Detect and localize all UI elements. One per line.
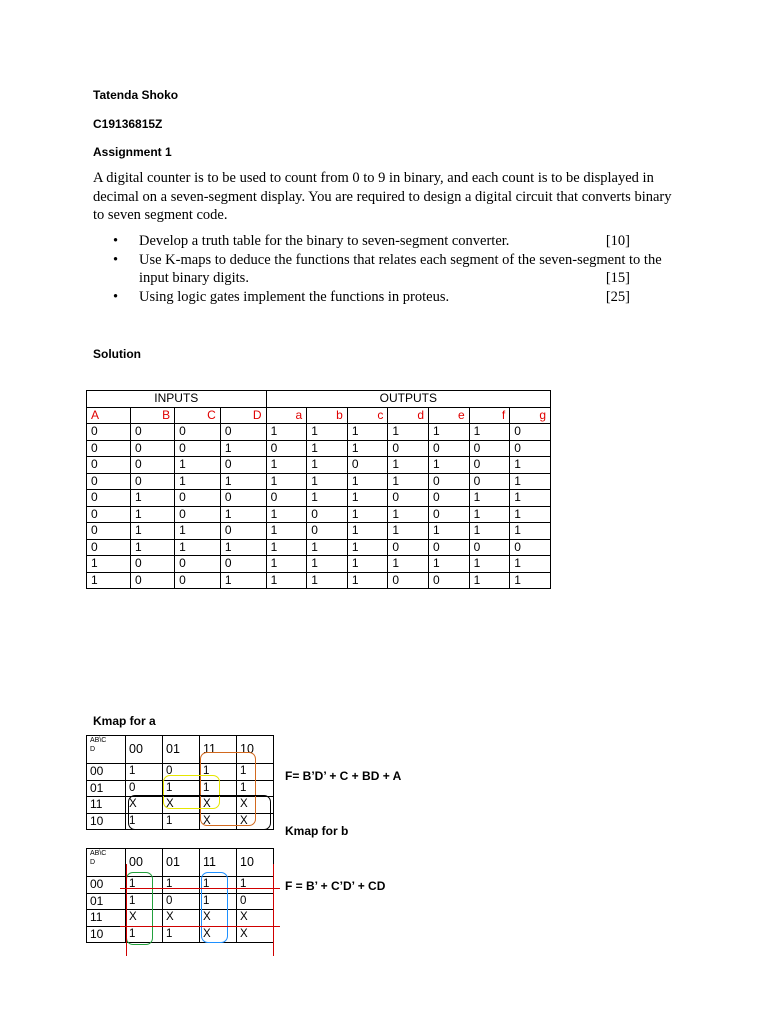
input-cell: 0 [87,506,131,523]
kmap-cell: X [163,797,200,814]
kmap-cell: 1 [126,877,163,894]
output-cell: 1 [388,457,429,474]
output-cell: 1 [429,523,470,540]
input-cell: 0 [131,556,175,573]
task-text: Using logic gates implement the functions in proteus. [139,288,450,305]
kmap-row-header: 11 [87,797,126,814]
output-cell: 1 [469,556,510,573]
kmap-corner-bottom: D [90,859,96,866]
kmap-a-function: F= B’D’ + C + BD + A [285,769,402,783]
kmap-row [87,926,274,943]
task-mark: [10] [605,233,630,249]
output-cell: 0 [388,539,429,556]
kmap-b-red-guide [273,864,274,956]
input-name: D [220,407,266,424]
output-cell: 1 [347,490,388,507]
input-cell: 0 [220,523,266,540]
kmap-b-red-guide [120,888,280,889]
kmap-col-header: 10 [237,849,274,877]
output-cell: 1 [266,473,307,490]
task-item [93,288,683,307]
kmap-col-header: 00 [126,736,163,764]
input-cell: 0 [87,539,131,556]
input-cell: 0 [131,473,175,490]
kmap-b-table [86,848,274,943]
task-text: Develop a truth table for the binary to seven-segment converter. [139,233,510,249]
input-cell: 0 [87,424,131,441]
kmap-row-header: 10 [87,926,126,943]
outputs-group-header: OUTPUTS [266,391,550,408]
output-cell: 0 [388,490,429,507]
student-id: C19136815Z [93,117,163,131]
output-cell: 0 [510,539,551,556]
kmap-cell: 0 [163,893,200,910]
output-cell: 1 [510,556,551,573]
output-cell: 1 [347,572,388,589]
output-cell: 1 [347,440,388,457]
output-name: a [266,407,307,424]
input-cell: 1 [131,539,175,556]
output-cell: 0 [429,506,470,523]
output-cell: 1 [307,473,348,490]
input-cell: 1 [87,556,131,573]
input-cell: 1 [220,473,266,490]
truth-table-row [87,440,551,457]
truth-table-row [87,490,551,507]
output-cell: 1 [510,572,551,589]
kmap-cell: 1 [126,893,163,910]
output-name: g [510,407,551,424]
input-cell: 0 [175,556,221,573]
input-cell: 0 [175,440,221,457]
output-cell: 1 [388,424,429,441]
output-cell: 1 [429,556,470,573]
kmap-cell: 1 [163,877,200,894]
output-cell: 1 [469,424,510,441]
kmap-row [87,893,274,910]
kmap-a-title: Kmap for a [93,714,156,728]
truth-table-row [87,572,551,589]
output-cell: 0 [388,572,429,589]
output-cell: 1 [388,556,429,573]
input-cell: 0 [175,506,221,523]
input-cell: 1 [131,506,175,523]
truth-table-row [87,539,551,556]
input-cell: 1 [175,457,221,474]
output-cell: 0 [469,539,510,556]
output-cell: 0 [307,506,348,523]
kmap-corner-label [87,736,126,764]
kmap-cell: 1 [200,780,237,797]
input-cell: 0 [87,523,131,540]
input-cell: 0 [87,457,131,474]
kmap-header-row [87,849,274,877]
output-cell: 1 [307,440,348,457]
kmap-cell: 1 [237,780,274,797]
task-mark: [15] [605,270,630,286]
task-mark: [25] [605,288,630,305]
kmap-cell: X [126,910,163,927]
kmap-row-header: 00 [87,764,126,781]
output-cell: 1 [510,506,551,523]
kmap-b-group-loop [201,872,228,943]
output-cell: 1 [307,490,348,507]
output-cell: 0 [510,440,551,457]
output-cell: 1 [266,556,307,573]
kmap-cell: 1 [126,764,163,781]
kmap-cell: X [200,813,237,830]
output-cell: 1 [347,523,388,540]
input-cell: 0 [131,572,175,589]
kmap-cell: 1 [237,764,274,781]
output-cell: 1 [388,473,429,490]
output-cell: 1 [469,572,510,589]
output-cell: 1 [266,539,307,556]
input-cell: 0 [87,473,131,490]
output-cell: 1 [307,556,348,573]
output-cell: 0 [429,490,470,507]
input-name: B [131,407,175,424]
output-cell: 1 [388,506,429,523]
kmap-cell: 1 [200,893,237,910]
output-cell: 1 [347,424,388,441]
kmap-cell: X [237,910,274,927]
solution-heading: Solution [93,347,141,361]
kmap-row [87,910,274,927]
kmap-cell: 0 [237,893,274,910]
input-cell: 0 [175,424,221,441]
output-cell: 1 [347,473,388,490]
input-cell: 1 [131,523,175,540]
output-cell: 1 [266,506,307,523]
output-cell: 0 [266,490,307,507]
input-cell: 0 [131,424,175,441]
output-cell: 1 [307,424,348,441]
truth-table-row [87,473,551,490]
input-cell: 1 [220,440,266,457]
input-cell: 0 [220,424,266,441]
kmap-cell: 1 [200,877,237,894]
kmap-cell: 1 [163,926,200,943]
task-item [93,251,683,288]
kmap-cell: 0 [126,780,163,797]
assignment-title: Assignment 1 [93,145,172,159]
output-name: c [347,407,388,424]
input-cell: 0 [131,457,175,474]
truth-table [86,390,551,589]
input-cell: 0 [220,457,266,474]
kmap-cell: X [126,797,163,814]
input-name: C [175,407,221,424]
output-cell: 1 [510,457,551,474]
kmap-cell: X [237,797,274,814]
kmap-col-header: 11 [200,849,237,877]
student-name: Tatenda Shoko [93,88,179,102]
kmap-cell: 1 [163,813,200,830]
output-cell: 1 [347,556,388,573]
task-list [93,232,683,306]
kmap-cell: 1 [126,926,163,943]
kmap-cell: X [200,926,237,943]
output-cell: 1 [469,523,510,540]
input-cell: 0 [87,490,131,507]
kmap-corner-label [87,849,126,877]
kmap-b-group-loop [126,872,153,945]
kmap-cell: 1 [163,780,200,797]
task-text: Use K-maps to deduce the functions that relates each segment of the seven-segment to the input binary digits. [139,251,662,286]
output-cell: 1 [266,523,307,540]
kmap-cell: X [237,926,274,943]
output-cell: 1 [469,506,510,523]
kmap-b-red-guide [120,926,280,927]
output-cell: 0 [429,473,470,490]
truth-table-group-row [87,391,551,408]
output-cell: 0 [510,424,551,441]
output-cell: 1 [429,457,470,474]
kmap-b-function: F = B’ + C’D’ + CD [285,879,386,893]
kmap-a-group-loop [128,795,271,830]
truth-table-row [87,523,551,540]
output-cell: 0 [266,440,307,457]
kmap-b-red-guide [126,864,127,956]
kmap-row-header: 01 [87,893,126,910]
input-cell: 1 [175,539,221,556]
output-cell: 1 [388,523,429,540]
output-cell: 0 [469,473,510,490]
truth-table-names-row [87,407,551,424]
truth-table-row [87,556,551,573]
input-cell: 1 [220,506,266,523]
output-cell: 1 [510,523,551,540]
output-cell: 1 [510,490,551,507]
kmap-cell: 1 [237,877,274,894]
kmap-col-header: 11 [200,736,237,764]
truth-table-row [87,506,551,523]
output-cell: 1 [266,572,307,589]
input-name: A [87,407,131,424]
kmap-row [87,877,274,894]
kmap-col-header: 01 [163,849,200,877]
input-cell: 0 [220,490,266,507]
output-name: e [429,407,470,424]
output-cell: 0 [469,440,510,457]
input-cell: 0 [175,490,221,507]
output-cell: 1 [266,457,307,474]
kmap-cell: 0 [163,764,200,781]
kmap-b-title: Kmap for b [285,824,349,838]
input-cell: 0 [131,440,175,457]
kmap-row-header: 11 [87,910,126,927]
output-name: b [307,407,348,424]
task-item [93,232,683,251]
output-cell: 0 [347,457,388,474]
output-cell: 0 [388,440,429,457]
output-name: d [388,407,429,424]
input-cell: 0 [87,440,131,457]
output-name: f [469,407,510,424]
input-cell: 1 [175,523,221,540]
kmap-corner-bottom: D [90,746,96,753]
kmap-row-header: 01 [87,780,126,797]
truth-table-row [87,424,551,441]
bullet-icon: • [113,288,119,305]
input-cell: 1 [220,572,266,589]
output-cell: 1 [469,490,510,507]
output-cell: 1 [266,424,307,441]
kmap-corner-top: AB\C [90,737,107,744]
output-cell: 1 [307,572,348,589]
kmap-cell: X [237,813,274,830]
inputs-group-header: INPUTS [87,391,267,408]
output-cell: 1 [429,424,470,441]
output-cell: 1 [347,506,388,523]
kmap-cell: X [200,910,237,927]
output-cell: 0 [429,539,470,556]
input-cell: 1 [131,490,175,507]
output-cell: 1 [510,473,551,490]
bullet-icon: • [113,233,119,249]
kmap-cell: X [200,797,237,814]
output-cell: 0 [469,457,510,474]
kmap-cell: 1 [200,764,237,781]
input-cell: 1 [87,572,131,589]
kmap-corner-top: AB\C [90,850,107,857]
kmap-col-header: 01 [163,736,200,764]
output-cell: 0 [429,440,470,457]
kmap-row-header: 10 [87,813,126,830]
input-cell: 0 [175,572,221,589]
intro-paragraph: A digital counter is to be used to count from 0 to 9 in binary, and each count is to be displayed in decimal on a seven-segment display. You are required to design a digital circuit that converts binary to seven segment code. [93,170,672,223]
truth-table-row [87,457,551,474]
input-cell: 1 [220,539,266,556]
kmap-cell: 1 [126,813,163,830]
output-cell: 1 [307,457,348,474]
kmap-cell: X [163,910,200,927]
kmap-col-header: 10 [237,736,274,764]
output-cell: 1 [347,539,388,556]
output-cell: 0 [307,523,348,540]
input-cell: 0 [220,556,266,573]
output-cell: 0 [429,572,470,589]
kmap-row-header: 00 [87,877,126,894]
output-cell: 1 [307,539,348,556]
kmap-col-header: 00 [126,849,163,877]
bullet-icon: • [113,251,119,268]
input-cell: 1 [175,473,221,490]
